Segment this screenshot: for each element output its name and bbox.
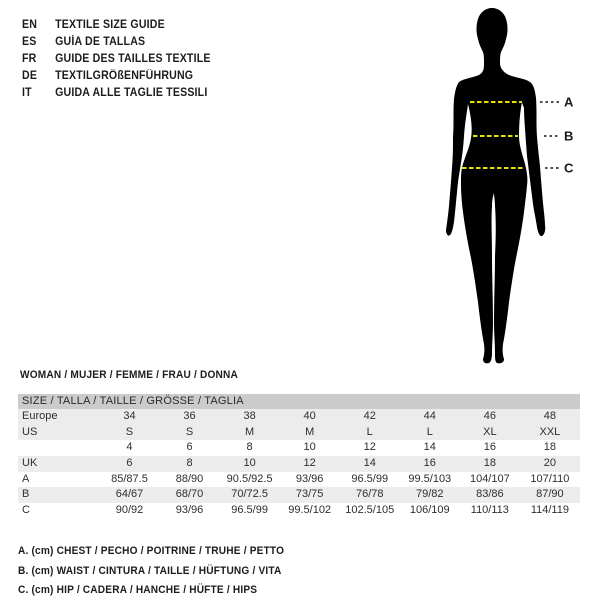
table-cell: 93/96 (175, 504, 204, 517)
lang-code: DE (22, 70, 38, 83)
legend-chest: A. (cm) CHEST / PECHO / POITRINE / TRUHE / PETTO (18, 545, 285, 557)
table-row-chest-a (18, 472, 580, 488)
table-cell: 36 (183, 410, 196, 422)
table-cell: 8 (186, 457, 193, 470)
measurement-figure (440, 6, 600, 371)
marker-label-a: A (564, 94, 574, 110)
table-cell: 16 (423, 457, 436, 470)
table-row-waist-b (18, 487, 580, 503)
lang-text: GUÍA DE TALLAS (55, 35, 146, 48)
table-cell: 18 (543, 441, 557, 454)
row-label (18, 440, 99, 456)
table-cell: 114/119 (530, 504, 569, 517)
row-label: Europe (22, 410, 58, 422)
table-cell: 6 (186, 441, 193, 454)
table-cell: L (366, 425, 373, 438)
lang-text: GUIDE DES TAILLES TEXTILE (55, 52, 211, 65)
table-cell: 12 (303, 457, 316, 470)
row-label: UK (22, 457, 38, 470)
table-cell: 102.5/105 (345, 504, 395, 517)
table-cell: 10 (303, 441, 316, 454)
language-title-block (22, 16, 227, 102)
table-cell: 14 (423, 441, 436, 454)
lang-row-es (22, 33, 211, 50)
table-cell: 40 (303, 410, 316, 422)
table-cell: M (305, 425, 315, 438)
table-cell: L (426, 425, 433, 438)
table-row-uk (18, 456, 580, 472)
legend-waist: B. (cm) WAIST / CINTURA / TAILLE / HÜFTUNG / VITA (18, 564, 282, 577)
lang-code: IT (22, 87, 32, 100)
table-cell: XXL (539, 425, 561, 438)
row-label: A (22, 472, 30, 485)
table-cell: 44 (423, 410, 436, 422)
table-cell: XL (483, 425, 497, 438)
marker-label-c: C (564, 160, 574, 176)
table-cell: 70/72.5 (231, 488, 268, 501)
table-cell: 14 (363, 457, 376, 470)
table-cell: 110/113 (470, 504, 509, 517)
lang-row-it (22, 85, 211, 102)
table-cell: 46 (483, 410, 496, 422)
table-row-hip-c (18, 503, 580, 519)
table-cell: 85/87.5 (111, 472, 148, 485)
table-row-us-numeric (18, 440, 580, 456)
table-cell: 79/82 (416, 488, 444, 501)
table-cell: M (245, 425, 255, 438)
lang-text: TEXTILE SIZE GUIDE (55, 18, 165, 31)
table-cell: 93/96 (295, 472, 324, 485)
table-cell: 68/70 (175, 488, 204, 501)
lang-text: GUIDA ALLE TAGLIE TESSILI (55, 87, 208, 100)
table-cell: 87/90 (536, 488, 564, 501)
table-cell: 20 (543, 457, 557, 470)
lang-row-en (22, 16, 211, 33)
table-cell: 10 (243, 457, 256, 470)
table-header: SIZE / TALLA / TAILLE / GRÖSSE / TAGLIA (18, 394, 580, 409)
marker-label-b: B (564, 128, 574, 144)
table-cell: 6 (126, 457, 133, 470)
legend-hip: C. (cm) HIP / CADERA / HANCHE / HÜFTE / HIPS (18, 584, 258, 597)
row-label: C (22, 504, 30, 517)
table-cell: 4 (126, 441, 133, 454)
table-cell: 96.5/99 (231, 504, 268, 517)
table-cell: S (125, 425, 134, 438)
table-cell: 107/110 (530, 472, 570, 485)
lang-row-de (22, 68, 211, 85)
table-cell: 64/67 (115, 488, 144, 501)
measurement-legend (18, 542, 307, 600)
table-cell: 106/109 (409, 504, 450, 517)
lang-row-fr (22, 50, 211, 67)
table-cell: 8 (246, 441, 253, 454)
row-label: B (22, 488, 30, 501)
lang-code: EN (22, 18, 38, 31)
table-cell: 83/86 (476, 488, 504, 501)
lang-code: ES (22, 35, 37, 48)
table-cell: 76/78 (355, 488, 384, 501)
lang-code: FR (22, 52, 37, 65)
table-cell: 38 (243, 410, 256, 422)
section-title: WOMAN / MUJER / FEMME / FRAU / DONNA (20, 369, 239, 381)
size-table (18, 394, 580, 519)
table-row-europe (18, 409, 580, 425)
woman-silhouette (446, 8, 545, 363)
table-cell: 96.5/99 (351, 472, 389, 485)
table-cell: 34 (123, 410, 136, 422)
table-cell: 99.5/103 (408, 472, 452, 485)
lang-text: TEXTILGRÖßENFÜHRUNG (55, 70, 194, 83)
table-cell: 90/92 (115, 504, 144, 517)
table-cell: 104/107 (469, 472, 510, 485)
table-cell: 12 (363, 441, 376, 454)
table-cell: 88/90 (175, 472, 204, 485)
table-cell: S (185, 425, 194, 438)
table-cell: 42 (363, 410, 376, 422)
table-cell: 48 (543, 410, 557, 422)
table-cell: 16 (483, 441, 496, 454)
table-row-us-letter (18, 425, 580, 441)
row-label: US (22, 425, 38, 438)
table-cell: 18 (483, 457, 496, 470)
table-cell: 90.5/92.5 (226, 472, 273, 485)
table-cell: 99.5/102 (288, 504, 332, 517)
table-cell: 73/75 (295, 488, 324, 501)
